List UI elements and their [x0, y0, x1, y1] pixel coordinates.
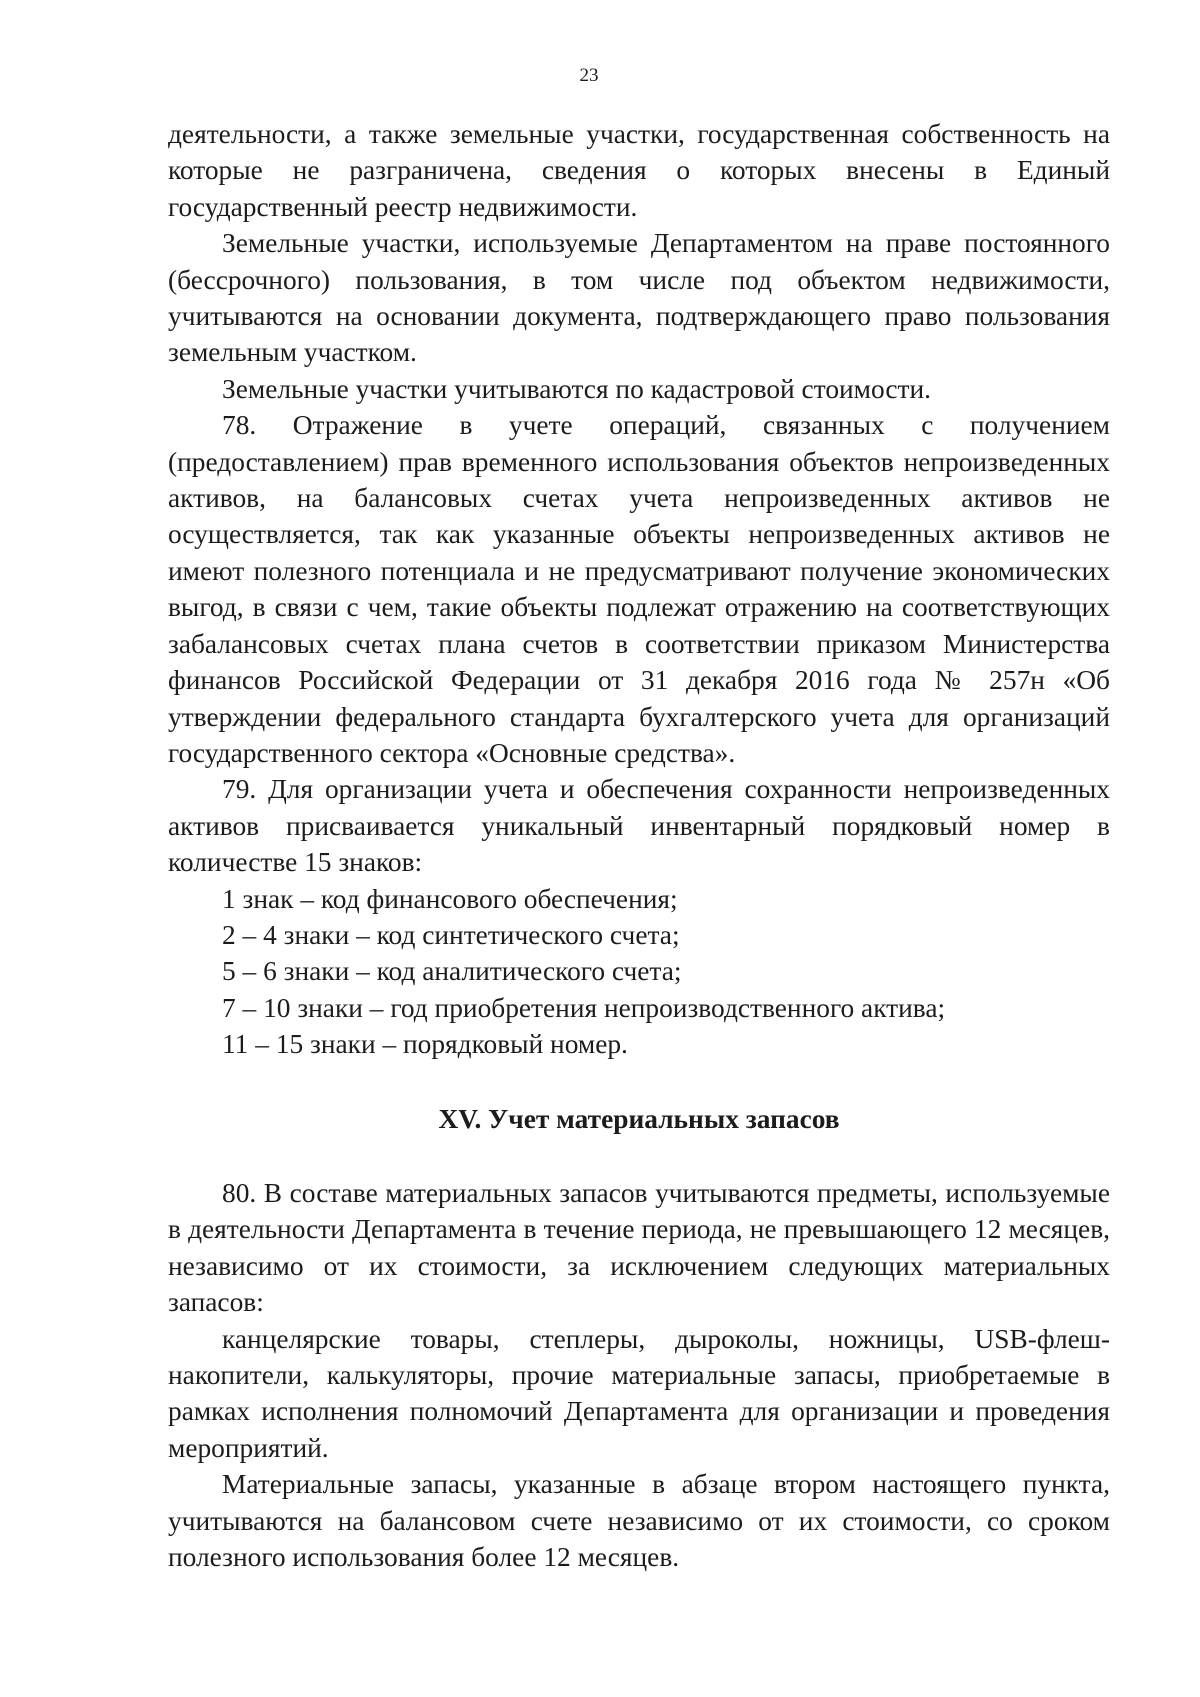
list-item: 7 – 10 знаки – год приобретения непроизводственного актива;	[222, 992, 946, 1023]
inventory-code-list	[168, 881, 1110, 1063]
paragraph-balance-account: Материальные запасы, указанные в абзаце втором настоящего пункта, учитываются на балансовом счете независимо от их стоимости, со сроком полезного использования более 12 месяцев.	[168, 1469, 1110, 1573]
page-number: 23	[579, 65, 599, 86]
document-body	[168, 116, 1110, 1575]
paragraph-item-80: 80. В составе материальных запасов учитываются предметы, используемые в деятельности Департамента в течение периода, не превышающего 12 месяцев, независимо от их стоимости, за исключением следующих материальных запасов:	[168, 1177, 1110, 1318]
paragraph-excluded-supplies: канцелярские товары, степлеры, дыроколы, ножницы, USB-флеш-накопители, калькуляторы, прочие материальные запасы, приобретаемые в рамках исполнения полномочий Департамента для организации и проведения мероприятий.	[168, 1323, 1110, 1463]
paragraph-item-79: 79. Для организации учета и обеспечения сохранности непроизведенных активов присваивается уникальный инвентарный порядковый номер в количестве 15 знаков:	[168, 774, 1110, 878]
section-heading: XV. Учет материальных запасов	[438, 1103, 840, 1134]
list-item: 2 – 4 знаки – код синтетического счета;	[222, 919, 680, 950]
list-item: 11 – 15 знаки – порядковый номер.	[222, 1029, 628, 1060]
paragraph-continuation: деятельности, а также земельные участки, государственная собственность на которые не разграничена, сведения о которых внесены в Единый государственный реестр недвижимости.	[168, 119, 1110, 222]
list-item: 1 знак – код финансового обеспечения;	[222, 883, 678, 914]
paragraph-item-78: 78. Отражение в учете операций, связанных с получением (предоставлением) прав временного использования объектов непроизведенных активов, на балансовых счетах учета непроизведенных активов не осуществляется, так как указанные объекты непроизведенных активов не имеют полезного потенциала и не предусматривают получение экономических выгод, в связи с чем, такие объекты подлежат отражению на соответствующих забалансовых счетах плана счетов в соответствии приказом Министерства финансов Российской Федерации от 31 декабря 2016 года № 257н «Об утверждении федерального стандарта бухгалтерского учета для организаций государственного сектора «Основные средства».	[168, 410, 1110, 768]
paragraph-cadastral-value: Земельные участки учитываются по кадастровой стоимости.	[222, 373, 932, 404]
list-item: 5 – 6 знаки – код аналитического счета;	[222, 956, 682, 987]
paragraph-land-plots-use: Земельные участки, используемые Департаментом на праве постоянного (бессрочного) пользования, в том числе под объектом недвижимости, учитываются на основании документа, подтверждающего право пользования земельным участком.	[168, 228, 1110, 368]
